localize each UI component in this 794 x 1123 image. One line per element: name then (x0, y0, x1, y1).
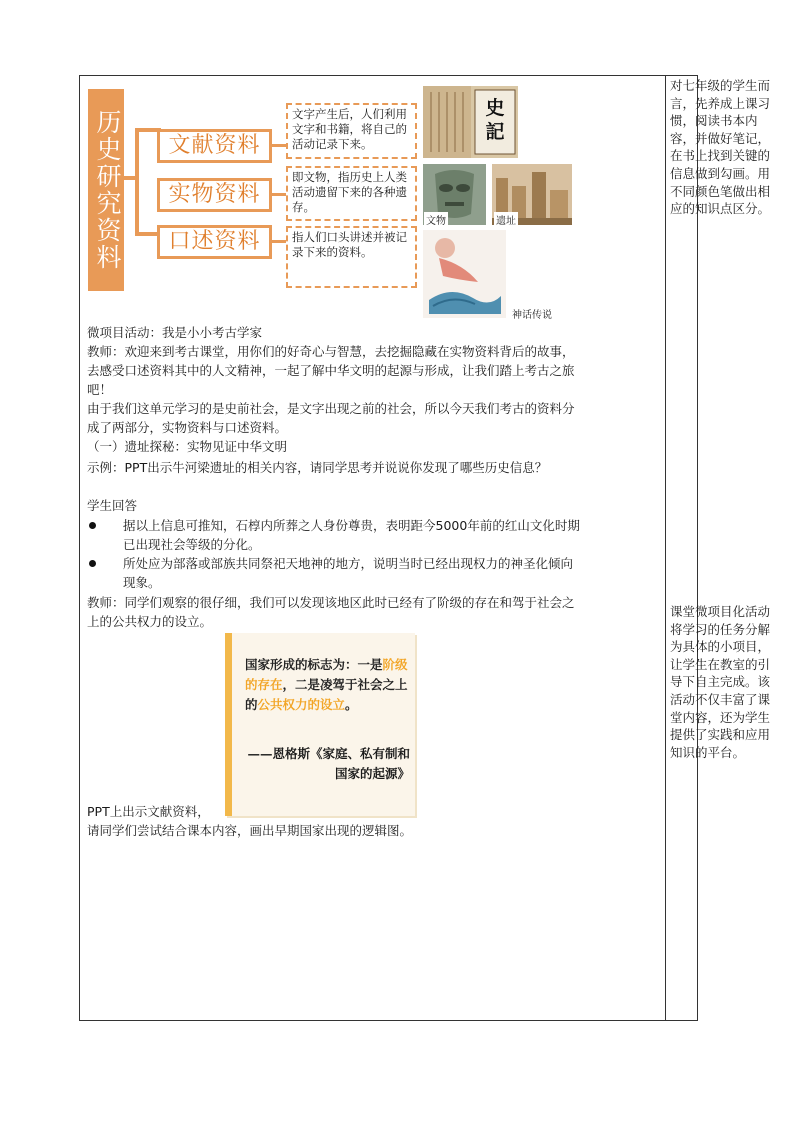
quote-part: 国家形成的标志为：一是 (245, 657, 383, 672)
myth-image (423, 230, 506, 318)
connector (272, 240, 286, 243)
category-artifacts: 实物资料 (157, 178, 272, 212)
history-materials-diagram (87, 82, 567, 320)
desc-documents: 文字产生后，人们利用文字和书籍，将自己的活动记录下来。 (286, 103, 417, 159)
student-answer-label: 学生回答 (87, 498, 138, 513)
shiji-title: 史記 (485, 97, 505, 143)
quote-part: ，二是凌驾于社会之上的 (245, 677, 408, 712)
bullet-text: 据以上信息可推知，石椁内所葬之人身份尊贵，表明距今5000年前的红山文化时期已出现社会等级的分化。 (123, 518, 580, 552)
bracket-stem (123, 176, 135, 180)
quote-text (245, 655, 410, 715)
label-artifact: 文物 (424, 212, 448, 227)
unit-intro: 由于我们这单元学习的是史前社会，是文字出现之前的社会，所以今天我们考古的资料分成了两部分，实物资料与口述资料。 (87, 401, 575, 435)
desc-artifacts: 即文物，指历史上人类活动遗留下来的各种遗存。 (286, 166, 417, 221)
task-line: 请同学们尝试结合课本内容，画出早期国家出现的逻辑图。 (87, 823, 413, 838)
shiji-book-image (423, 86, 518, 158)
category-documents: 文献资料 (157, 129, 272, 163)
note-micro-project: 课堂微项目化活动将学习的任务分解为具体的小项目，让学生在教室的引导下自主完成。该活动不仅丰富了课堂内容，还为学生提供了实践和应用知识的平台。 (670, 604, 771, 760)
connector (272, 193, 286, 196)
ppt-line: PPT上出示文献资料， (87, 804, 210, 819)
bullet-dot (89, 522, 96, 529)
column-divider (665, 76, 666, 1020)
example-text: 示例：PPT出示牛河梁遗址的相关内容，请同学思考并说说你发现了哪些历史信息？ (87, 460, 548, 475)
note-habits: 对七年级的学生而言，先养成上课习惯，阅读书本内容，并做好笔记，在书上找到关键的信息做到勾画。用不同颜色笔做出相应的知识点区分。 (670, 78, 771, 217)
section-heading: （一）遗址探秘：实物见证中华文明 (87, 439, 288, 454)
quote-part: 。 (345, 697, 358, 712)
teacher-summary: 教师：同学们观察的很仔细，我们可以发现该地区此时已经有了阶级的存在和驾于社会之上的公共权力的设立。 (87, 595, 575, 629)
quote-accent-bar (225, 633, 232, 816)
desc-oral: 指人们口头讲述并被记录下来的资料。 (286, 226, 417, 288)
quote-source: ——恩格斯《家庭、私有制和国家的起源》 (247, 746, 410, 781)
quote-highlight: 阶级的存在 (245, 657, 408, 692)
teacher-intro: 教师：欢迎来到考古课堂，用你们的好奇心与智慧，去挖掘隐藏在实物资料背后的故事，去感受口述资料其中的人文精神，一起了解中华文明的起源与形成，让我们踏上考古之旅吧！ (87, 344, 575, 397)
engels-quote-card (225, 633, 415, 816)
quote-highlight: 公共权力的设立 (257, 697, 346, 712)
diagram-vertical-title: 历史研究资料 (88, 89, 124, 291)
lesson-table (79, 75, 771, 1021)
activity-title: 微项目活动：我是小小考古学家 (87, 325, 263, 340)
connector (272, 144, 286, 147)
bullet-text: 所处应为部落或部族共同祭祀天地神的地方，说明当时已经出现权力的神圣化倾向现象。 (123, 556, 574, 590)
label-site: 遗址 (494, 212, 518, 227)
bullet-dot (89, 560, 96, 567)
label-myth: 神话传说 (510, 306, 554, 321)
category-oral: 口述资料 (157, 225, 272, 259)
